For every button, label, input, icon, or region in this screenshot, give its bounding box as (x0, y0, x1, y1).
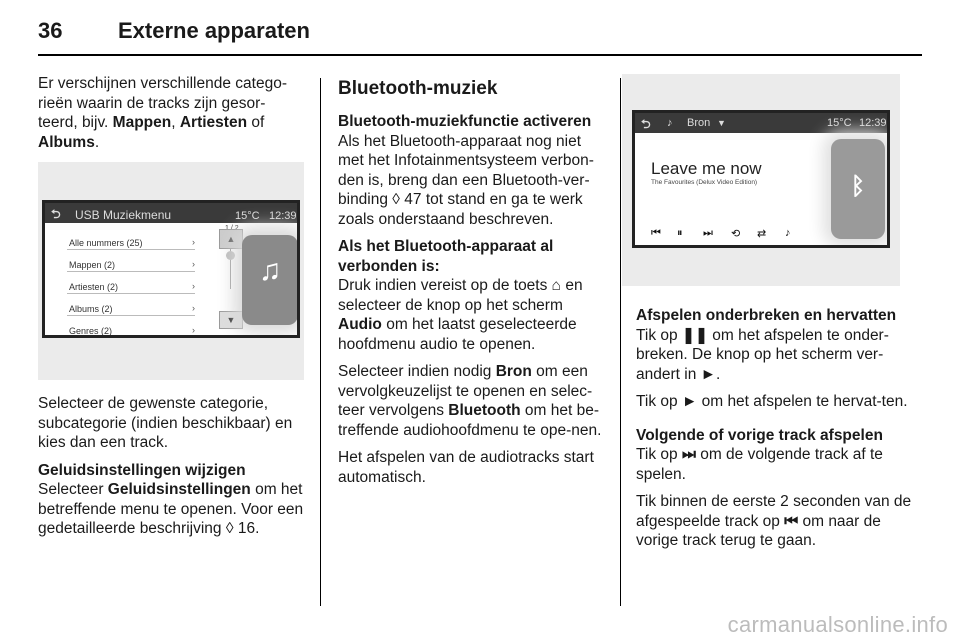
song-title: Leave me now (651, 159, 762, 178)
reference-arrow-icon: ◊ (392, 191, 400, 208)
screen-status-bar (45, 203, 297, 223)
source-paragraph: Selecteer indien nodig Bron om een vervolgkeuzelijst te openen en selec-teer vervolgens Bluetooth om het be-treffende audiohoofdmenu te ope-nen. (338, 363, 602, 439)
home-button-paragraph: Druk indien vereist op de toets ⌂ en selecteer de knop op het scherm Audio om het laatst geselecteerde hoofdmenu audio te openen. (338, 277, 583, 353)
sound-settings-paragraph: Selecteer Geluidsinstellingen om het betreffende menu te openen. Voor een gedetailleerde beschrijving ◊ 16. (38, 481, 304, 537)
menu-item-albums[interactable]: Albums (2) › (67, 294, 195, 316)
menu-item-genres[interactable]: Genres (2) › (67, 316, 195, 337)
activate-heading: Bluetooth-muziekfunctie activeren (338, 113, 592, 130)
temperature: 15°C (827, 117, 852, 129)
column-divider-2 (620, 78, 621, 606)
intro-paragraph: Er verschijnen verschillende catego-rieën waarin de tracks zijn gesor-teerd, bijv. Mappen, Artiesten of Albums. (38, 75, 287, 151)
column-1 (38, 74, 304, 547)
temperature: 15°C (235, 210, 260, 222)
chevron-right-icon: › (192, 303, 195, 313)
column-2 (338, 74, 604, 495)
section-heading: Bluetooth-muziek (338, 78, 498, 99)
chevron-right-icon: › (192, 259, 195, 269)
menu-item-folders[interactable]: Mappen (2) › (67, 250, 195, 272)
scroll-knob[interactable] (226, 251, 235, 260)
previous-track-paragraph: Tik binnen de eerste 2 seconden van de afgespeelde track op ⏮ om naar de vorige track terug te gaan. (636, 493, 912, 549)
menu-item-artists[interactable]: Artiesten (2) › (67, 272, 195, 294)
page-header (38, 14, 922, 56)
activate-paragraph: Als het Bluetooth-apparaat nog niet met het Infotainmentsysteem verbon-den is, breng dan een Bluetooth-ver-binding ◊ 47 tot stand en ga te werk zoals onderstaand beschreven. (338, 132, 594, 228)
home-icon: ⌂ (551, 277, 562, 294)
connected-heading: Als het Bluetooth-apparaat al verbonden is: (338, 238, 554, 275)
chevron-right-icon: › (192, 325, 195, 335)
next-track-icon: ⏭ (681, 446, 696, 463)
header-rule (38, 54, 922, 56)
select-category-paragraph: Selecteer de gewenste categorie, subcategorie (indien beschikbaar) en kies dan een track. (38, 395, 293, 451)
previous-track-icon[interactable]: ⏮ (651, 227, 661, 239)
shuffle-icon[interactable]: ⇄ (757, 228, 767, 240)
autoplay-paragraph: Het afspelen van de audiotracks start automatisch. (338, 449, 594, 486)
next-track-paragraph: Tik op ⏭ om de volgende track af te spelen. (636, 446, 883, 483)
column-divider-1 (320, 78, 321, 606)
next-previous-heading: Volgende of vorige track afspelen (636, 426, 883, 444)
usb-menu-screen (42, 200, 300, 338)
back-arrow-icon[interactable]: ⮌ (51, 207, 61, 221)
music-tile (242, 235, 298, 325)
sound-settings-heading: Geluidsinstellingen wijzigen (38, 461, 246, 479)
chevron-right-icon: › (192, 237, 195, 247)
pause-icon[interactable]: ⏸ (677, 227, 683, 239)
reference-arrow-icon: ◊ (225, 520, 234, 537)
previous-track-icon: ⏮ (784, 512, 799, 530)
play-icon: ► (700, 365, 716, 383)
pause-paragraph: Tik op ❚❚ om het afspelen te onder-breken. De knop op het scherm ver-andert in ►. (636, 326, 889, 383)
pause-icon: ❚❚ (681, 326, 708, 344)
play-icon: ► (681, 393, 698, 410)
bluetooth-tile (831, 139, 885, 239)
repeat-icon[interactable]: ⟲ (731, 228, 741, 240)
usb-menu-figure (38, 162, 304, 380)
bluetooth-audio-figure (622, 74, 900, 286)
chevron-down-icon: ▼ (717, 118, 726, 128)
music-note-icon: ♫ (258, 254, 282, 287)
bluetooth-audio-screen (632, 110, 890, 248)
back-arrow-icon[interactable]: ⮌ (641, 117, 651, 131)
page-number: 36 (38, 18, 63, 43)
next-track-icon[interactable]: ⏭ (703, 227, 713, 239)
scroll-down-button[interactable]: ▼ (219, 311, 243, 329)
chevron-right-icon: › (192, 281, 195, 291)
page-title: Externe apparaten (118, 18, 310, 43)
album-title: The Favourites (Delux Video Edition) (651, 179, 758, 186)
music-note-icon: ♪ (667, 117, 673, 129)
clock: 12:39 (859, 117, 887, 129)
screen-status-bar (635, 113, 887, 133)
pause-resume-heading: Afspelen onderbreken en hervatten (636, 307, 897, 324)
resume-paragraph: Tik op ► om het afspelen te hervat-ten. (636, 393, 908, 410)
source-button[interactable]: Bron (687, 117, 711, 129)
clock: 12:39 (269, 210, 297, 222)
column-3 (636, 306, 922, 559)
menu-title: USB Muziekmenu (75, 208, 172, 222)
scroll-up-button[interactable]: ▲ (219, 229, 243, 249)
equalizer-icon[interactable]: ♪ (785, 227, 791, 239)
watermark[interactable]: carmanualsonline.info (727, 612, 948, 637)
bluetooth-icon: ᛒ (850, 173, 866, 200)
menu-item-all-songs[interactable]: Alle nummers (25) › (67, 228, 195, 250)
